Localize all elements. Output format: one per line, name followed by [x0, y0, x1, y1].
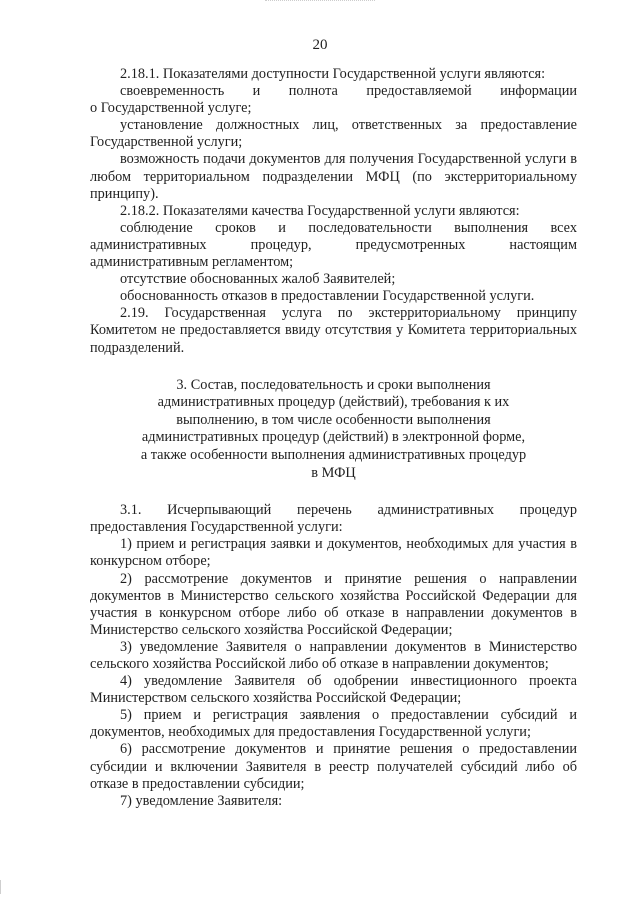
section-2-18-2-19	[90, 66, 577, 357]
paragraph: своевременность и полнота предоставляемой информации	[120, 83, 577, 100]
paragraph: 4) уведомление Заявителя об одобрении инвестиционного проекта Министерством сельского хозяйства Российской Федерации;	[90, 673, 577, 707]
heading-line: административных процедур (действий), требования к их	[157, 394, 510, 411]
paragraph: 2.18.2. Показателями качества Государственной услуги являются:	[120, 202, 520, 219]
paragraph: 5) прием и регистрация заявления о предоставлении субсидий и документов, необходимых для предоставления Государственной услуги;	[90, 707, 577, 741]
paragraph: 2.19. Государственная услуга по экстерриториальному принципу Комитетом не предоставляется ввиду отсутствия у Комитета территориальных подразделений.	[90, 305, 577, 356]
paragraph: обоснованность отказов в предоставлении Государственной услуги.	[120, 288, 535, 305]
section-3-heading	[90, 377, 577, 483]
paragraph: соблюдение сроков и последовательности выполнения всех административных процедур, предусмотренных настоящим административным регламентом;	[90, 219, 577, 271]
paragraph: 2) рассмотрение документов и принятие решения о направлении документов в Министерство сельского хозяйства Российской Федерации для участия в конкурсном отборе либо об отказе в направлении документов в Министерство сельского хозяйства Российской Федерации;	[90, 570, 577, 638]
heading-line: в МФЦ	[311, 464, 356, 481]
paragraph: 1) прием и регистрация заявки и документов, необходимых для участия в конкурсном отборе;	[90, 536, 577, 570]
paragraph: 3) уведомление Заявителя о направлении документов в Министерство сельского хозяйства Российской либо об отказе в направлении документов;	[90, 638, 577, 672]
paragraph: 3.1. Исчерпывающий перечень административных процедур предоставления Государственной услуги:	[90, 502, 577, 536]
heading-line: административных процедур (действий) в электронной форме,	[141, 429, 526, 446]
paragraph: 2.18.1. Показателями доступности Государственной услуги являются:	[120, 66, 546, 82]
paragraph: отсутствие обоснованных жалоб Заявителей;	[120, 271, 396, 288]
paragraph: возможность подачи документов для получения Государственной услуги в любом территориальном подразделении МФЦ (по экстерриториальному принципу).	[90, 151, 577, 202]
heading-line: 3. Состав, последовательность и сроки выполнения	[176, 376, 491, 393]
page-number: 20	[312, 37, 328, 53]
heading-line: выполнению, в том числе особенности выполнения	[176, 411, 491, 428]
scan-artifact	[265, 0, 375, 7]
scan-margin-mark	[0, 880, 5, 894]
document-body	[90, 66, 577, 810]
paragraph: 7) уведомление Заявителя:	[120, 792, 283, 809]
section-3-1-list	[90, 502, 577, 810]
heading-line: а также особенности выполнения административных процедур	[140, 446, 527, 463]
paragraph: установление должностных лиц, ответственных за предоставление Государственной услуги;	[90, 117, 577, 151]
paragraph: о Государственной услуге;	[90, 100, 252, 117]
paragraph: 6) рассмотрение документов и принятие решения о предоставлении субсидии и включении Заявителя в реестр получателей субсидий либо об отказе в предоставлении субсидии;	[90, 741, 577, 792]
